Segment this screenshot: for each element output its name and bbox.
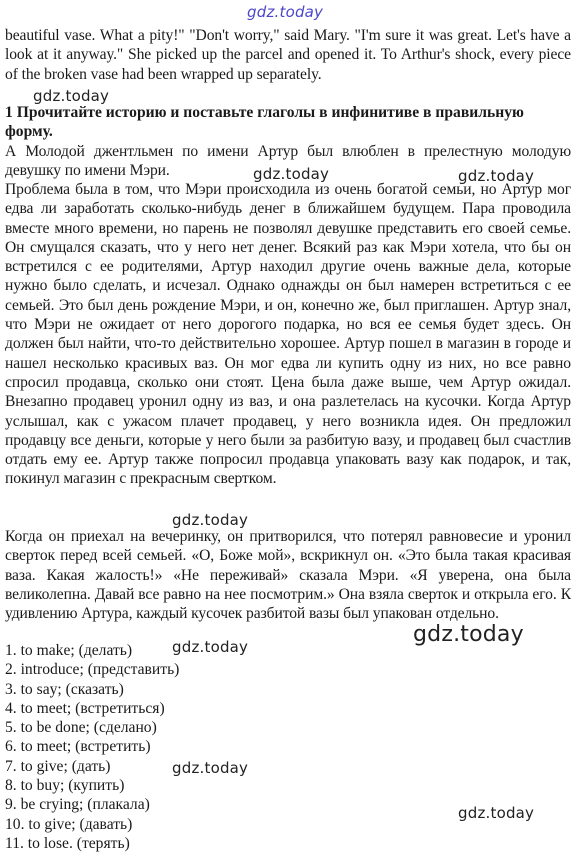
answer-item: 4. to meet; (встретиться) <box>5 699 165 717</box>
answer-item: 5. to be done; (сделано) <box>5 719 157 737</box>
watermark-logo: gdz.today <box>172 511 249 529</box>
answer-item: 6. to meet; (встретить) <box>5 738 151 756</box>
answer-item: 9. be crying; (плакала) <box>5 796 150 814</box>
watermark-logo: gdz.today <box>172 759 249 777</box>
answer-item: 11. to lose. (терять) <box>5 834 130 852</box>
answer-item: 7. to give; (дать) <box>5 757 111 775</box>
answer-item: 2. introduce; (представить) <box>5 661 180 679</box>
answer-item: 1. to make; (делать) <box>5 642 133 659</box>
watermark-logo: gdz.today <box>413 622 524 647</box>
english-story-ending: beautiful vase. What a pity!" "Don't worry," said Mary. "I'm sure it was great. Let's have a look at it anyway." She picked up the parcel and opened it. To Arthur's shock, every piece of the broken vase had been wrapped up separately. <box>5 27 571 83</box>
translation-paragraph-3: Когда он приехал на вечеринку, он притворился, что потерял равновесие и уронил сверток перед всей семьей. «О, Боже мой», вскрикнул он. «Это была такая красивая ваза. Какая жалость!» «Не переживай» сказала Мэри. «Я уверена, она была великолепна. Давай все равно на нее посмотрим.» Она взяла сверток и открыла его. К удивлению Артура, каждый кусочек разбитой вазы был упакован отдельно. <box>5 528 571 623</box>
watermark-logo: gdz.today <box>247 3 324 21</box>
answers-list <box>5 641 179 853</box>
watermark-logo: gdz.today <box>458 804 535 822</box>
watermark-logo: gdz.today <box>33 87 110 105</box>
watermark-logo: gdz.today <box>253 165 330 183</box>
translation-paragraph-1: А Молодой джентльмен по имени Артур был влюблен в прелестную молодую девушку по имени Мэри. <box>5 143 571 180</box>
watermark-logo: gdz.today <box>172 638 249 656</box>
answer-item: 8. to buy; (купить) <box>5 777 125 795</box>
task-heading: 1 Прочитайте историю и поставьте глаголы в инфинитиве в правильную форму. <box>5 104 524 141</box>
answer-item: 10. to give; (давать) <box>5 815 133 833</box>
answer-item: 3. to say; (сказать) <box>5 680 124 698</box>
watermark-logo: gdz.today <box>458 167 535 185</box>
translation-paragraph-2: Проблема была в том, что Мэри происходила из очень богатой семьи, но Артур мог едва ли заработать сколько-нибудь денег в ближайшем будущем. Пара проводила вместе много времени, но парень не позволял девушке представить его своей семье. Он смущался сказать, что у него нет денег. Всякий раз как Мэри хотела, что бы он встретился с ее родителями, Артур находил другие очень важные дела, которые нужно было сделать, и исчезал. Однако однажды он был намерен встретиться с ее семьей. Это был день рождение Мэри, и он, конечно же, был приглашен. Артур знал, что Мэри не ожидает от него дорогого подарка, но вся ее семья будет здесь. Он должен был найти, что-то действительно хорошее. Артур пошел в магазин в городе и нашел несколько красивых ваз. Он мог едва ли купить одну из них, но все равно спросил продавца, сколько они стоят. Цена была даже выше, чем Артур ожидал. Внезапно продавец уронил одну из ваз, и она разлетелась на кусочки. Когда Артур услышал, как с ужасом плачет продавец, у него возникла идея. Он предложил продавцу все деньги, которые у него были за разбитую вазу, и продавец был счастлив отдать ему ее. Артур также попросил продавца упаковать вазу как подарок, и так, покинул магазин с прекрасным свертком. <box>5 181 571 488</box>
